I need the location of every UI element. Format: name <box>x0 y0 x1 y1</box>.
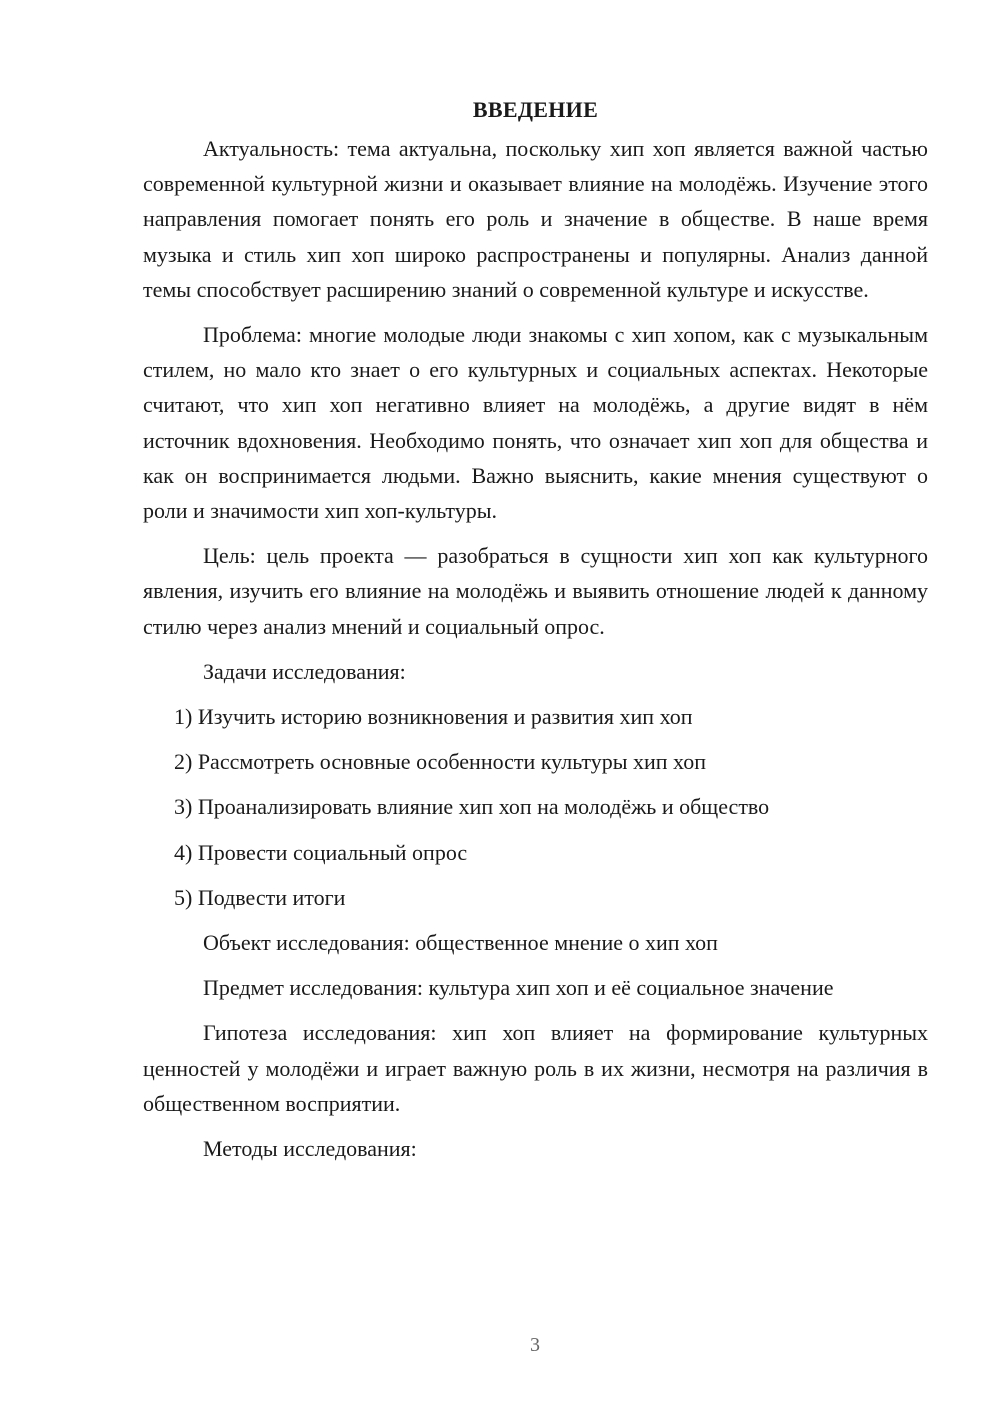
page-title: ВВЕДЕНИЕ <box>472 97 599 122</box>
paragraph-problem: Проблема: многие молодые люди знакомы с хип хопом, как с музыкальным стилем, но мало кто знает о его культурных и социальных аспектах. Некоторые считают, что хип хоп негативно влияет на молодёжь, а другие видят в нём источник вдохновения. Необходимо понять, что означает хип хоп для общества и как он воспринимается людьми. Важно выяснить, какие мнения существуют о роли и значимости хип хоп-культуры. <box>143 322 928 524</box>
tasks-list <box>143 699 928 915</box>
paragraph-object: Объект исследования: общественное мнение о хип хоп <box>203 930 718 956</box>
paragraph-subject: Предмет исследования: культура хип хоп и её социальное значение <box>203 975 834 1001</box>
list-item: 3) Проанализировать влияние хип хоп на молодёжь и общество <box>174 794 770 820</box>
page-number: 3 <box>530 1334 540 1356</box>
document-page <box>143 92 928 1176</box>
list-item: 5) Подвести итоги <box>174 884 346 910</box>
list-item: 4) Провести социальный опрос <box>174 839 468 865</box>
paragraph-hypothesis: Гипотеза исследования: хип хоп влияет на формирование культурных ценностей у молодёжи и играет важную роль в их жизни, несмотря на различия в общественном восприятии. <box>143 1020 928 1116</box>
paragraph-relevance: Актуальность: тема актуальна, поскольку хип хоп является важной частью современной культурной жизни и оказывает влияние на молодёжь. Изучение этого направления помогает понять его роль и значение в обществе. В наше время музыка и стиль хип хоп широко распространены и популярны. Анализ данной темы способствует расширению знаний о современной культуре и искусстве. <box>143 136 928 302</box>
tasks-title: Задачи исследования: <box>203 658 406 684</box>
paragraph-goal: Цель: цель проекта — разобраться в сущности хип хоп как культурного явления, изучить его влияние на молодёжь и выявить отношение людей к данному стилю через анализ мнений и социальный опрос. <box>143 543 928 639</box>
methods-title: Методы исследования: <box>203 1136 417 1162</box>
list-item: 1) Изучить историю возникновения и развития хип хоп <box>174 704 693 730</box>
list-item: 2) Рассмотреть основные особенности культуры хип хоп <box>174 749 706 775</box>
